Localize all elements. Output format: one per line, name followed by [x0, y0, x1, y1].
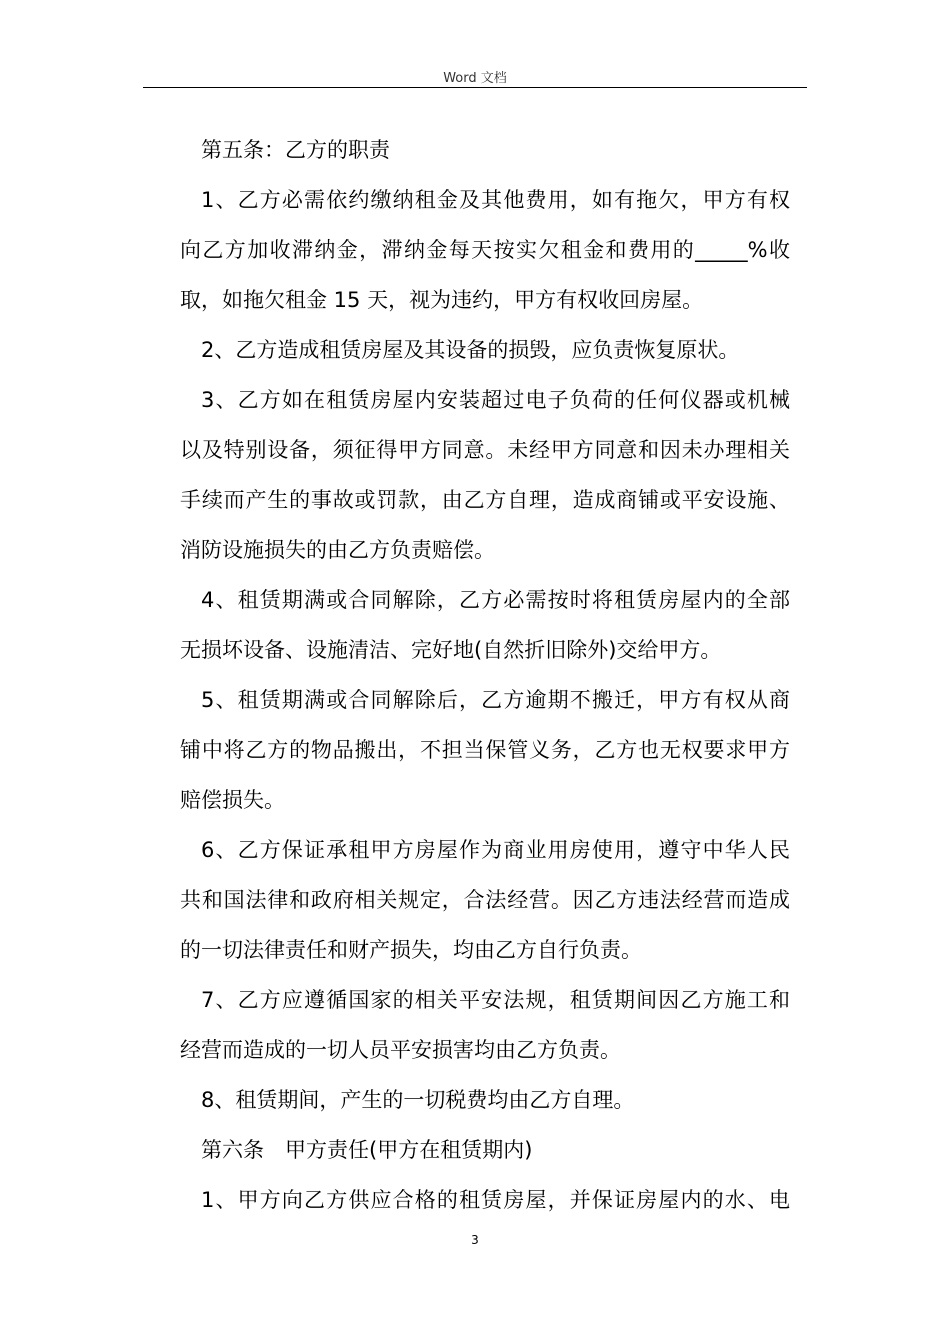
- paragraph-line: 2、乙方造成租赁房屋及其设备的损毁，应负责恢复原状。: [201, 338, 740, 362]
- paragraph-line: 经营而造成的一切人员平安损害均由乙方负责。: [180, 1038, 621, 1062]
- paragraph-line: 赔偿损失。: [180, 788, 285, 812]
- paragraph-line: 向乙方加收滞纳金，滞纳金每天按实欠租金和费用的_____%收: [180, 238, 790, 262]
- paragraph-line: 7、乙方应遵循国家的相关平安法规，租赁期间因乙方施工和: [201, 988, 790, 1012]
- section-heading: 第六条 甲方责任(甲方在租赁期内): [201, 1138, 533, 1162]
- paragraph-line: 4、租赁期满或合同解除，乙方必需按时将租赁房屋内的全部: [201, 588, 790, 612]
- paragraph-line: 共和国法律和政府相关规定，合法经营。因乙方违法经营而造成: [180, 888, 790, 912]
- page-header: Word 文档: [443, 71, 507, 86]
- paragraph-line: 1、甲方向乙方供应合格的租赁房屋，并保证房屋内的水、电: [201, 1188, 790, 1212]
- paragraph-line: 3、乙方如在租赁房屋内安装超过电子负荷的任何仪器或机械: [201, 388, 790, 412]
- paragraph-line: 消防设施损失的由乙方负责赔偿。: [180, 538, 495, 562]
- paragraph-line: 的一切法律责任和财产损失，均由乙方自行负责。: [180, 938, 642, 962]
- paragraph-line: 无损坏设备、设施清洁、完好地(自然折旧除外)交给甲方。: [180, 638, 722, 662]
- paragraph-line: 取，如拖欠租金 15 天，视为违约，甲方有权收回房屋。: [180, 288, 704, 312]
- paragraph-line: 铺中将乙方的物品搬出，不担当保管义务，乙方也无权要求甲方: [180, 738, 790, 762]
- paragraph-line: 以及特别设备，须征得甲方同意。未经甲方同意和因未办理相关: [180, 438, 790, 462]
- paragraph-line: 8、租赁期间，产生的一切税费均由乙方自理。: [201, 1088, 635, 1112]
- paragraph-line: 1、乙方必需依约缴纳租金及其他费用，如有拖欠，甲方有权: [201, 188, 790, 212]
- paragraph-line: 5、租赁期满或合同解除后，乙方逾期不搬迁，甲方有权从商: [201, 688, 790, 712]
- paragraph-line: 手续而产生的事故或罚款，由乙方自理，造成商铺或平安设施、: [180, 488, 790, 512]
- page-number: 3: [471, 1233, 479, 1247]
- paragraph-line: 6、乙方保证承租甲方房屋作为商业用房使用，遵守中华人民: [201, 838, 790, 862]
- section-heading: 第五条：乙方的职责: [201, 138, 390, 162]
